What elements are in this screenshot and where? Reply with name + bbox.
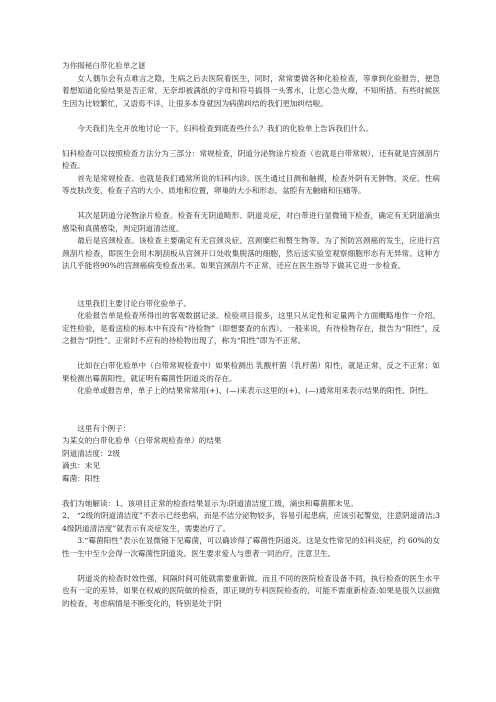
document-title: 为你揭秘白带化验单之谜 [62, 61, 146, 70]
paragraph-lactobacillus: 比如在白带化验单中（白带常规检查中）如果检测出 乳酸杆菌（乳杆菌）阳性，就是正常，反之不正常；如果检测出霉菌阳性，就证明有霉菌性阴道炎的存在。 [62, 361, 440, 383]
example-line: 为某女的白带化验单（白带常规检查单）的结果 [62, 436, 222, 445]
paragraph-symbols: 化验单或报告单，单子上的结果常常用(+)、(—)来表示这里的(+)、(—)通常用来表示结果的阳性、阴性。 [77, 386, 433, 395]
paragraph-exam-types: 妇科检查可以按照检查方法分为三部分：常规检查，阴道分泌物涂片检查（也就是白带常规），还有就是宫颈刮片检查。 [62, 148, 440, 170]
paragraph-discussion: 这里我们主要讨论白带化验单子。 [77, 298, 192, 308]
paragraph-qualitative: 化验报告单是检查所得出的客观数据记录。检验项目很多，这里只从定性和定量两个方面概略地作一介绍。定性检验，是看送检的标本中有没有“待检物”（即想要查的东西）。一般来说，有待检物存在，报告为“阳性”，反之报告“阴性”。正常时不应有的待检物出现了，称为“阳性”即为不正常。 [62, 311, 440, 345]
explanation-line: 我们为她解读：1、该项目正常的检查结果显示为:阴道清洁度工级，滴虫和霉菌都未见。 [62, 498, 358, 508]
paragraph-intro: 女人偶尔会有点难言之隐，生病之后去医院看医生，同时，常常要做各种化验检查，等拿到化验报告，便急着想知道化验结果是否正常，无奈却被满纸的字母和符号搞得一头雾水，让您心急火燎，不知所措。有些时候医生因为比较繁忙，又语焉不详，让很多本身就因为病菌纠结的我们更加纠结啦。 [62, 73, 440, 108]
example-line: 滴虫：未见 [62, 461, 100, 470]
explanation-line: 3.“霉菌阳性”表示在显微镜下见霉菌，可以确诊得了霉菌性阴道炎。这是女性常见的妇科炎症，约 60%的女性一生中至少会得一次霉菌性阴道炎。医生要求爱人与患者一同治疗，注意卫生。 [62, 536, 440, 558]
example-line: 阴道清洁度：2级 [62, 448, 120, 458]
paragraph-closing: 阴道炎的检查时效性强，间隔时间可能就需要重新做。而且不同的医院检查设备不同，执行检查的医生水平也有一定的差异，如果在权威的医院做的检查，即正规的专科医院检查的，可能不需重新检查;如果是很久以前做的检查，考虑病情是不断变化的，特别是处于阴 [62, 573, 440, 608]
paragraph-cervix-exam: 最后是宫颈检查。该检查主要确定有无宫颈炎症、宫颈糜烂和赘生物等。为了预防宫颈癌的发生，应进行宫颈刮片检查，即医生会用木制刮板从宫颈开口处收集脱落的细胞，然后送实验室观察细胞形态有无异常。这种方法几乎能将90%的宫颈癌病变检查出来。如果宫颈刮片不正常，还应在医生指导下做其它进一步检查。 [62, 236, 440, 270]
paragraph-routine-exam: 首先是常规检查。也就是我们通常所说的妇科内诊。医生通过目测和触摸，检查外阴有无肿物、炎症、性病等皮肤改变，检查子宫的大小、质地和位置，卵巢的大小和形态，盆腔有无触痛和压痛等。 [62, 173, 440, 195]
example-line: 霉菌：阳性 [62, 473, 100, 483]
paragraph-smear-exam: 其次是阴道分泌物涂片检查。检查有无阴道畸形、阴道炎症，对白带进行显微镜下检查，确定有无阴道滴虫感染和真菌感染，判定阴道清洁度。 [62, 211, 440, 233]
example-intro: 这里有个例子： [77, 423, 131, 433]
paragraph-question: 今天我们先全开放地讨论一下，妇科检查到底查些什么？我们的化验单上告诉我们什么。 [77, 123, 374, 133]
explanation-line: 2、 “2级的阴道清洁度”不表示已经患病，而是不洁分泌物较多，容易引起患病，应该引起警觉，注意阴道清洁;3 4级阴道清洁度”就表示有炎症发生，需要治疗了。 [62, 511, 440, 533]
